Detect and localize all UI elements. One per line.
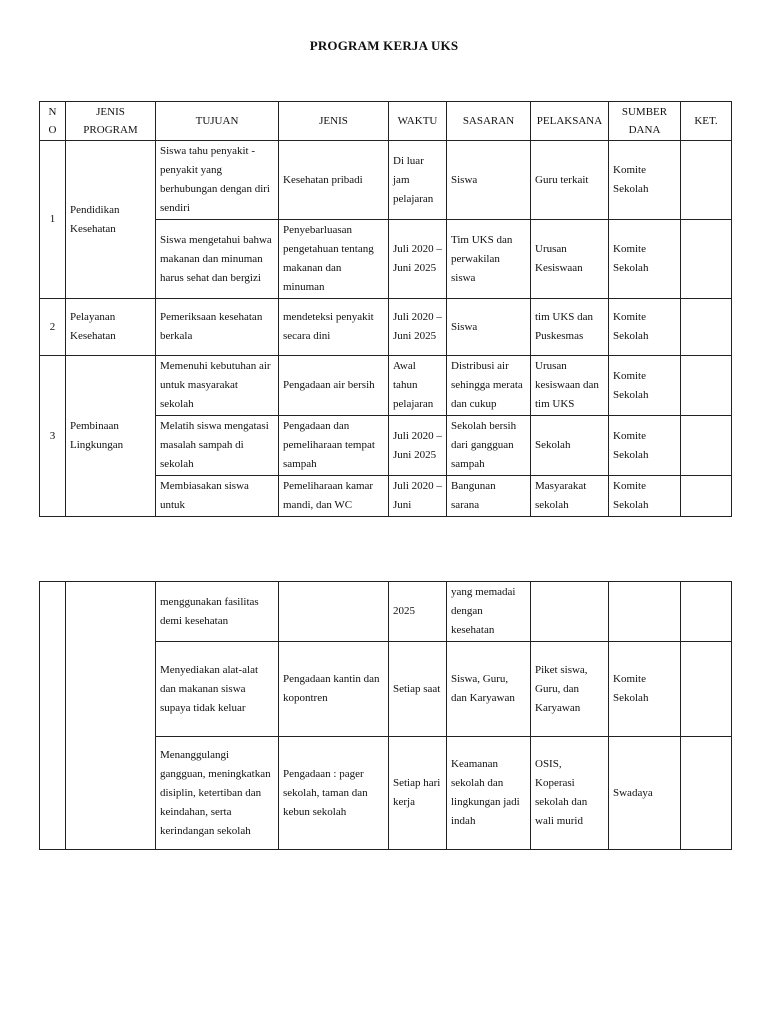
pelaksana-cell: Urusan Kesiswaan	[531, 220, 609, 299]
tujuan-cell: Siswa tahu penyakit - penyakit yang berhubungan dengan diri sendiri	[156, 141, 279, 220]
ket-cell	[681, 141, 732, 220]
header-sasaran: SASARAN	[447, 102, 531, 141]
tujuan-cell: Melatih siswa mengatasi masalah sampah di sekolah	[156, 416, 279, 476]
ket-cell	[681, 476, 732, 517]
sumber-dana-cell: Komite Sekolah	[609, 476, 681, 517]
program-name: Pembinaan Lingkungan	[66, 356, 156, 517]
jenis-cell: Penyebarluasan pengetahuan tentang makanan dan minuman	[279, 220, 389, 299]
waktu-cell: 2025	[389, 582, 447, 642]
pelaksana-cell: OSIS, Koperasi sekolah dan wali murid	[531, 737, 609, 850]
waktu-cell: Juli 2020 – Juni 2025	[389, 416, 447, 476]
sasaran-cell: Siswa	[447, 299, 531, 356]
jenis-cell: Pengadaan dan pemeliharaan tempat sampah	[279, 416, 389, 476]
sasaran-cell: Distribusi air sehingga merata dan cukup	[447, 356, 531, 416]
pelaksana-cell: tim UKS dan Puskesmas	[531, 299, 609, 356]
table-row	[40, 356, 732, 416]
sasaran-cell: Keamanan sekolah dan lingkungan jadi indah	[447, 737, 531, 850]
jenis-cell: Pengadaan : pager sekolah, taman dan kebun sekolah	[279, 737, 389, 850]
pelaksana-cell: Sekolah	[531, 416, 609, 476]
ket-cell	[681, 220, 732, 299]
sumber-dana-cell: Komite Sekolah	[609, 356, 681, 416]
sumber-dana-cell: Komite Sekolah	[609, 141, 681, 220]
program-table	[39, 101, 732, 517]
jenis-cell: Pengadaan kantin dan kopontren	[279, 642, 389, 737]
program-name: Pendidikan Kesehatan	[66, 141, 156, 299]
waktu-cell: Juli 2020 – Juni 2025	[389, 220, 447, 299]
sasaran-cell: yang memadai dengan kesehatan	[447, 582, 531, 642]
sasaran-cell: Siswa, Guru, dan Karyawan	[447, 642, 531, 737]
sasaran-cell: Siswa	[447, 141, 531, 220]
table-row	[40, 582, 732, 642]
page-title: PROGRAM KERJA UKS	[309, 38, 459, 53]
table-row	[40, 299, 732, 356]
ket-cell	[681, 582, 732, 642]
sumber-dana-cell: Komite Sekolah	[609, 299, 681, 356]
jenis-cell: Pemeliharaan kamar mandi, dan WC	[279, 476, 389, 517]
sumber-dana-cell: Komite Sekolah	[609, 416, 681, 476]
row-number: 2	[40, 299, 66, 356]
tujuan-cell: Pemeriksaan kesehatan berkala	[156, 299, 279, 356]
row-number: 1	[40, 141, 66, 299]
pelaksana-cell: Piket siswa, Guru, dan Karyawan	[531, 642, 609, 737]
waktu-cell: Di luar jam pelajaran	[389, 141, 447, 220]
header-jenis: JENIS	[279, 102, 389, 141]
sumber-dana-cell	[609, 582, 681, 642]
header-jenis-program: JENIS PROGRAM	[66, 102, 156, 141]
waktu-cell: Setiap hari kerja	[389, 737, 447, 850]
ket-cell	[681, 416, 732, 476]
table-row	[40, 141, 732, 220]
waktu-cell: Juli 2020 – Juni 2025	[389, 299, 447, 356]
row-number: 3	[40, 356, 66, 517]
sasaran-cell: Bangunan sarana	[447, 476, 531, 517]
tujuan-cell: menggunakan fasilitas demi kesehatan	[156, 582, 279, 642]
jenis-cell: Pengadaan air bersih	[279, 356, 389, 416]
jenis-cell	[279, 582, 389, 642]
program-name: Pelayanan Kesehatan	[66, 299, 156, 356]
sumber-dana-cell: Komite Sekolah	[609, 220, 681, 299]
header-tujuan: TUJUAN	[156, 102, 279, 141]
tujuan-cell: Siswa mengetahui bahwa makanan dan minuman harus sehat dan bergizi	[156, 220, 279, 299]
ket-cell	[681, 642, 732, 737]
sasaran-cell: Tim UKS dan perwakilan siswa	[447, 220, 531, 299]
tujuan-cell: Menanggulangi gangguan, meningkatkan disiplin, ketertiban dan keindahan, serta kerindangan sekolah	[156, 737, 279, 850]
header-pelaksana: PELAKSANA	[531, 102, 609, 141]
waktu-cell: Awal tahun pelajaran	[389, 356, 447, 416]
row-number-empty	[40, 582, 66, 850]
pelaksana-cell: Masyarakat sekolah	[531, 476, 609, 517]
header-sumber-dana: SUMBER DANA	[609, 102, 681, 141]
ket-cell	[681, 356, 732, 416]
header-ket: KET.	[681, 102, 732, 141]
waktu-cell: Juli 2020 – Juni	[389, 476, 447, 517]
sumber-dana-cell: Swadaya	[609, 737, 681, 850]
waktu-cell: Setiap saat	[389, 642, 447, 737]
jenis-cell: mendeteksi penyakit secara dini	[279, 299, 389, 356]
header-row	[40, 102, 732, 141]
pelaksana-cell: Guru terkait	[531, 141, 609, 220]
ket-cell	[681, 299, 732, 356]
header-waktu: WAKTU	[389, 102, 447, 141]
pelaksana-cell	[531, 582, 609, 642]
jenis-cell: Kesehatan pribadi	[279, 141, 389, 220]
pelaksana-cell: Urusan kesiswaan dan tim UKS	[531, 356, 609, 416]
ket-cell	[681, 737, 732, 850]
tujuan-cell: Membiasakan siswa untuk	[156, 476, 279, 517]
sumber-dana-cell: Komite Sekolah	[609, 642, 681, 737]
program-name-empty	[66, 582, 156, 850]
tujuan-cell: Memenuhi kebutuhan air untuk masyarakat sekolah	[156, 356, 279, 416]
header-no: N O	[40, 102, 66, 141]
program-table-continued	[39, 581, 732, 850]
sasaran-cell: Sekolah bersih dari gangguan sampah	[447, 416, 531, 476]
tujuan-cell: Menyediakan alat-alat dan makanan siswa supaya tidak keluar	[156, 642, 279, 737]
